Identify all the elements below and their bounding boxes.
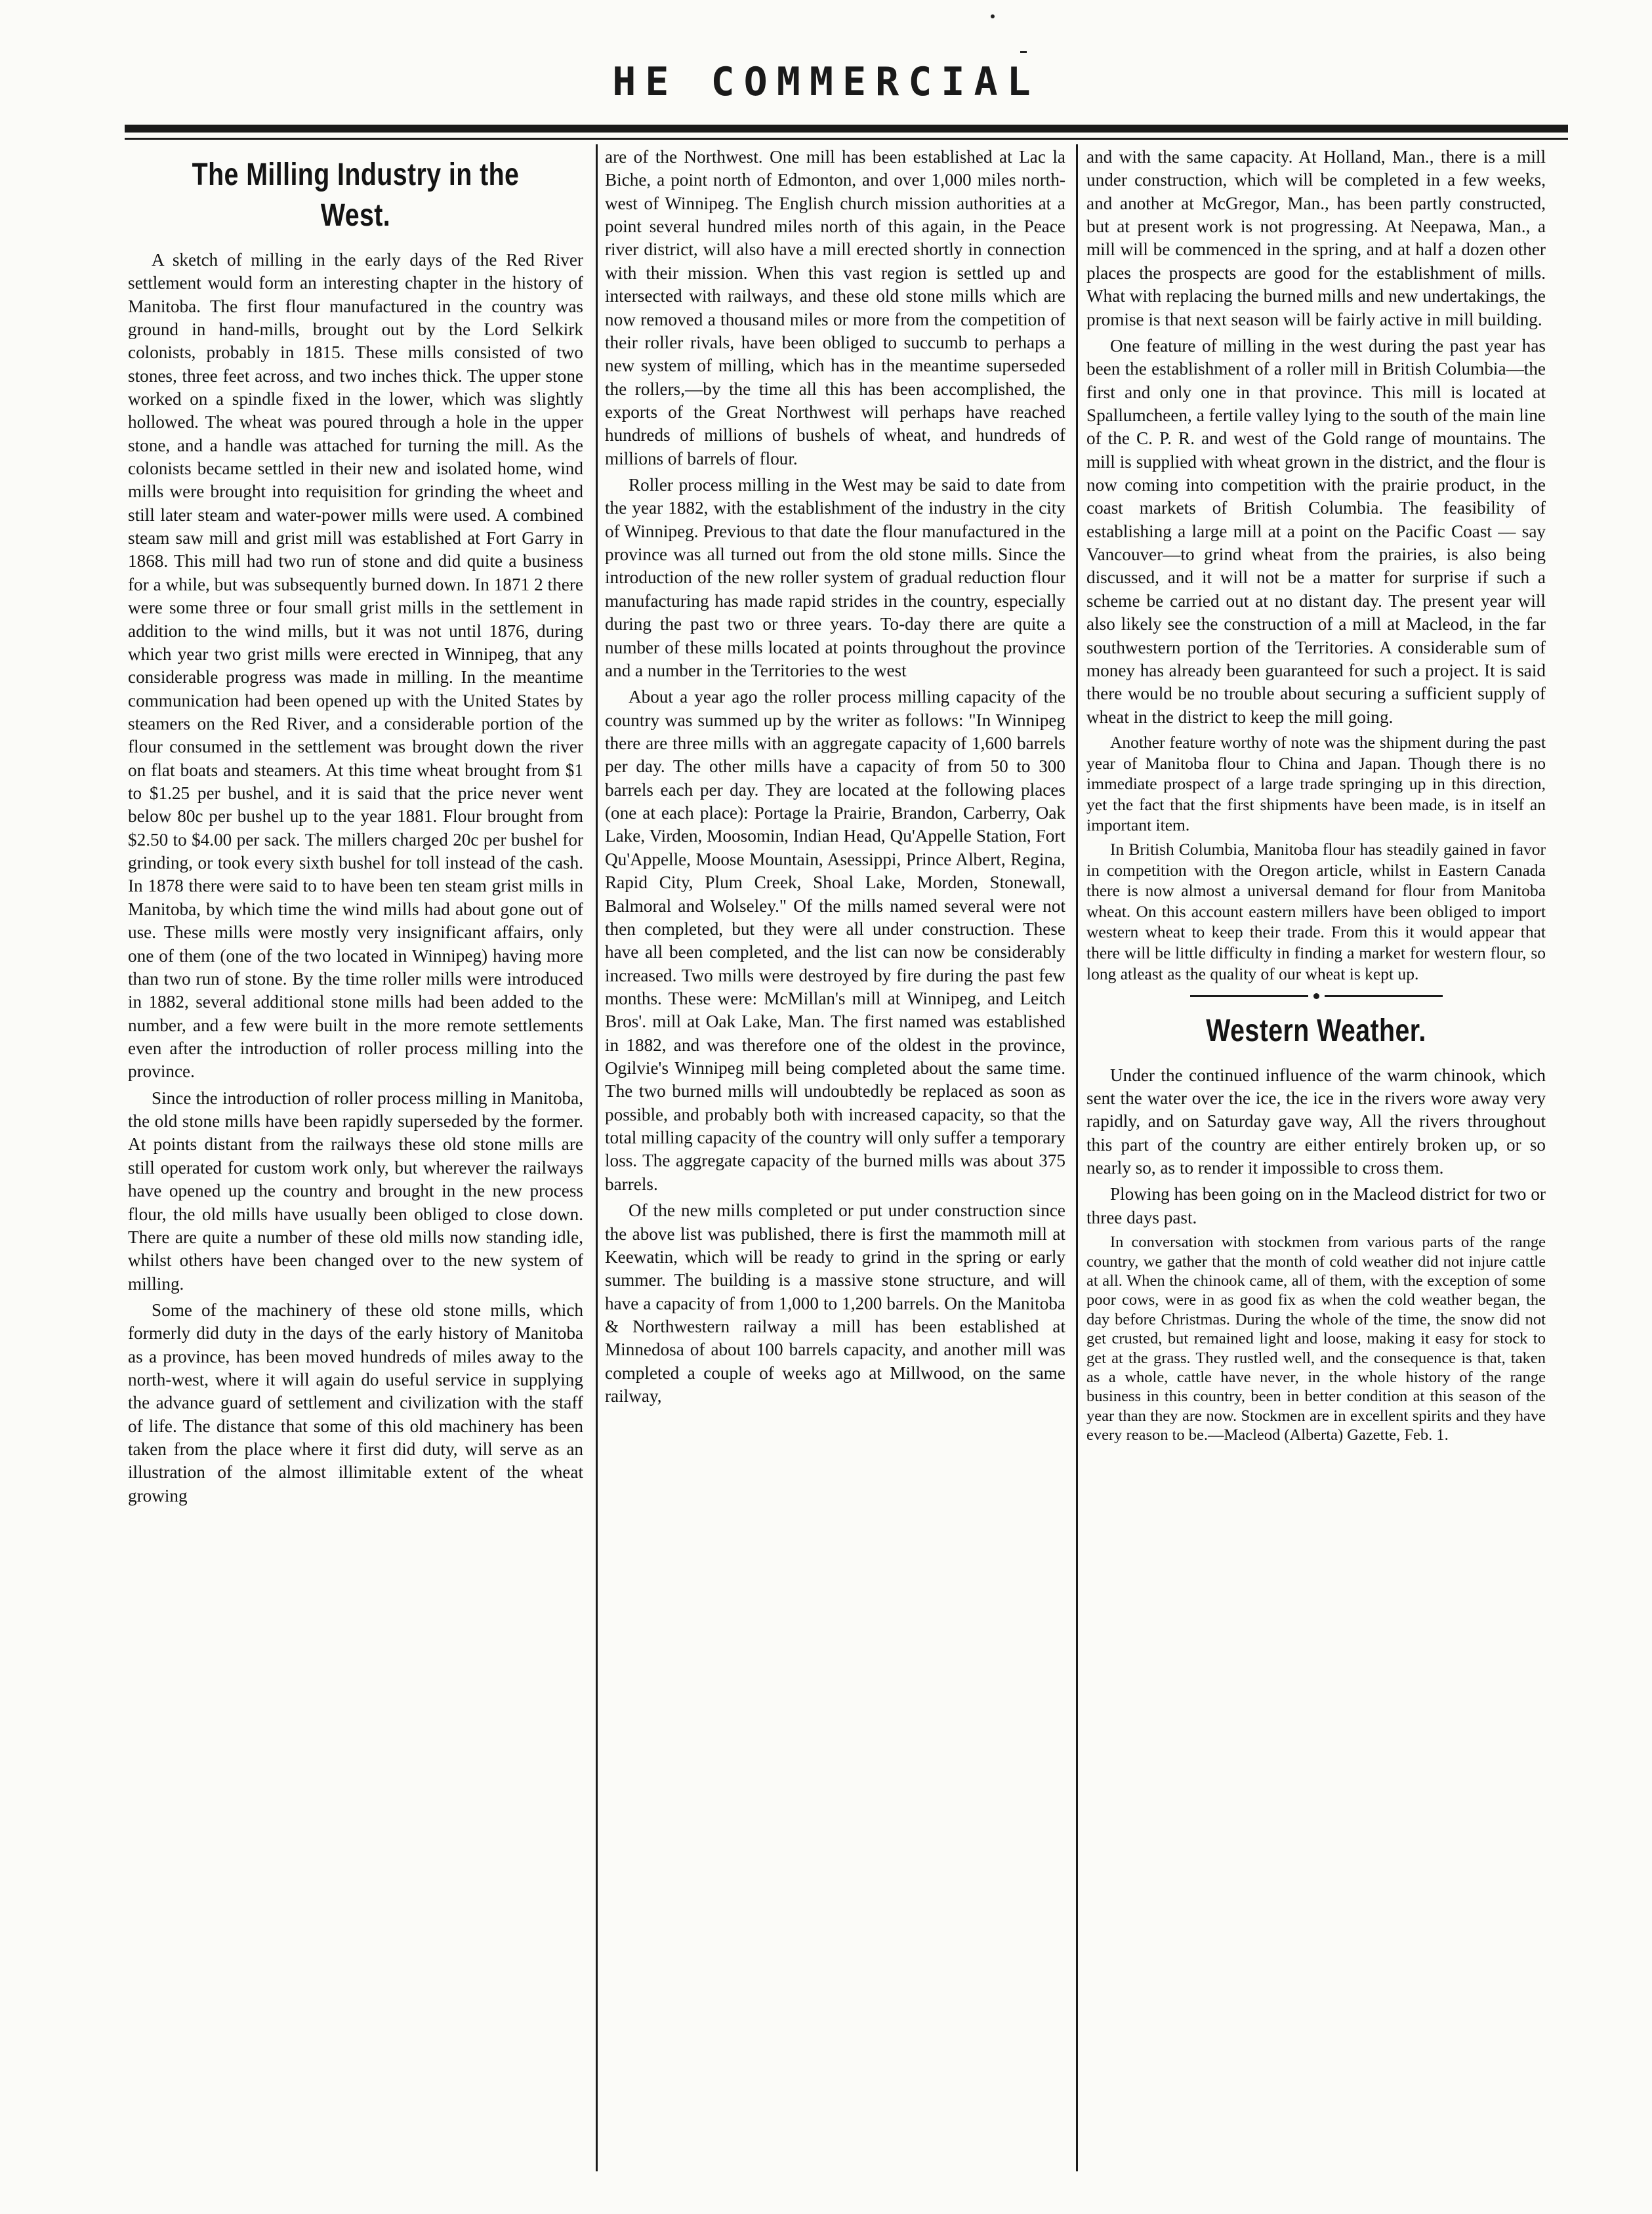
- article-paragraph: One feature of milling in the west during the past year has been the establishment of a roller mill in British Columbia—the first and only one in that province. This mill is located at Spallumcheen, a fertile valley lying to the south of the main line of the C. P. R. and west of the Gold range of mountains. The mill is supplied with wheat grown in the district, and the flour is now coming into competition with the prairie product, in the coast markets of British Columbia. The feasibility of establishing a large mill at a point on the Pacific Coast — say Vancouver—to grind wheat from the prairies, is also being discussed, and it will not be a matter for surprise if such a scheme be carried out at no distant day. The present year will also likely see the construction of a mill at Macleod, in the far southwestern portion of the Territories. A considerable sum of money has already been guaranteed for such a project. It is said there would be no trouble about securing a sufficient supply of wheat in the district to keep the mill going.: [1086, 335, 1546, 727]
- article-headline: The Milling Industry in the West.: [192, 157, 520, 234]
- article-divider: [1086, 993, 1546, 999]
- article-paragraph: Since the introduction of roller process milling in Manitoba, the old stone mills have been rapidly superseded by the former. At points distant from the railways these old stone mills are still operated for custom work only, but wherever the railways have opened up the country and brought in the new process flour, the old mills have usually been obliged to close down. There are quite a number of these old mills now standing idle, whilst others have been changed over to the new system of milling.: [128, 1088, 583, 1294]
- article-paragraph: In conversation with stockmen from various parts of the range country, we gather that the month of cold weather did not injure cattle at all. When the chinook came, all of them, with the exception of some poor cows, were in as good fix as when the cold weather began, the day before Christmas. During the whole of the time, the snow did not get crusted, but remained light and loose, making it easy for stock to get at the grass. They rustled well, and the consequence is that, taken as a whole, cattle have never, in the whole history of the range business in this country, been in better condition at this season of the year than they are now. Stockmen are in excellent spirits and they have every reason to be.—Macleod (Alberta) Gazette, Feb. 1.: [1086, 1233, 1546, 1445]
- column-2: [605, 146, 1065, 2173]
- print-speck: [1020, 51, 1027, 53]
- article-paragraph: Of the new mills completed or put under construction since the above list was published, there is first the mammoth mill at Keewatin, which will be ready to grind in the spring or early summer. The building is a massive stone structure, and will have a capacity of from 1,000 to 1,200 barrels. On the Manitoba & Northwestern railway a mill has been established at Minnedosa of about 100 barrels capacity, and another mill was completed a couple of weeks ago at Millwood, on the same railway,: [605, 1200, 1065, 1406]
- article-paragraph: Roller process milling in the West may be said to date from the year 1882, with the establishment of the industry in the city of Winnipeg. Previous to that date the flour manufactured in the province was all turned out from the old stone mills. Since the introduction of the new roller system of gradual reduction flour manufacturing has made rapid strides in the country, especially during the past two or three years. To-day there are quite a number of these mills located at points throughout the province and a number in the Territories to the west: [605, 475, 1065, 680]
- column-1: [128, 146, 583, 2173]
- article-paragraph: Plowing has been going on in the Macleod district for two or three days past.: [1086, 1184, 1546, 1227]
- article-paragraph: Under the continued influence of the warm chinook, which sent the water over the ice, the ice in the rivers wore away very rapidly, and on Saturday gave way, All the rivers throughout this part of the country are either entirely broken up, or so nearly so, as to render it impossible to cross them.: [1086, 1065, 1546, 1178]
- column-rule: [1076, 144, 1078, 2171]
- column-rule: [596, 144, 598, 2171]
- print-speck: [991, 14, 995, 18]
- article-paragraph: and with the same capacity. At Holland, Man., there is a mill under construction, which will be completed in a few weeks, and another at McGregor, Man., has been partly constructed, but at present work is not progressing. At Neepawa, Man., a mill will be commenced in the spring, and at half a dozen other places the prospects are good for the establishment of mills. What with replacing the burned mills and new undertakings, the promise is that next season will be fairly active in mill building.: [1086, 147, 1546, 329]
- article-paragraph: A sketch of milling in the early days of the Red River settlement would form an interesting chapter in the history of Manitoba. The first flour manufactured in the country was ground in hand-mills, brought out by the Lord Selkirk colonists, probably in 1815. These mills consisted of two stones, three feet across, and two inches thick. The upper stone worked on a spindle fixed in the lower, which was slightly hollowed. The wheat was poured through a hole in the upper stone, and a handle was attached for turning the mill. As the colonists became settled in their new and isolated home, wind mills were brought into requisition for grinding the wheet and still later steam and water-power mills were used. A combined steam saw mill and grist mill was established at Fort Garry in 1868. This mill had two run of stone and did quite a business for a while, but was subsequently burned down. In 1871 2 there were some three or four small grist mills in the settlement in addition to the wind mills, but it was not until 1876, during which year two grist mills were erected in Winnipeg, that any considerable progress was made in milling. In the meantime communication had been opened up with the United States by steamers on the Red River, and a considerable portion of the flour consumed in the settlement was brought down the river on flat boats and steamers. At this time wheat brought from $1 to $1.25 per bushel, and it is said that the price never went below 80c per bushel up to the year 1881. Flour brought from $2.50 to $4.00 per sack. The millers charged 20c per bushel for grinding, or took every sixth bushel for toll instead of the cash. In 1878 there were said to to have been ten steam grist mills in Manitoba, by which time the wind mills had about gone out of use. These mills were mostly very insignificant affairs, only one of them (one of the two located in Winnipeg) having more than two run of stone. By the time roller mills were introduced in 1882, several additional stone mills had been added to the number, and a few were built in the more remote settlements even after the introduction of roller process milling into the province.: [128, 249, 583, 1082]
- masthead-rule-thick: [125, 125, 1568, 133]
- article-paragraph: In British Columbia, Manitoba flour has steadily gained in favor in competition with the Oregon article, whilst in Eastern Canada there is now almost a universal demand for flour from Manitoba wheat. On this account eastern millers have been obliged to import western wheat to keep their trade. From this it would appear that there will be little difficulty in finding a market for western flour, so long atleast as the quality of our wheat is kept up.: [1086, 840, 1546, 983]
- masthead-rule-thin: [125, 138, 1568, 140]
- column-3: [1086, 146, 1546, 2173]
- article-paragraph: are of the Northwest. One mill has been established at Lac la Biche, a point north of Edmonton, and over 1,000 miles north-west of Winnipeg. The English church mission authorities at a point several hundred miles north of this again, in the Peace river district, will also have a mill erected shortly in connection with their mission. When this vast region is settled up and intersected with railways, and these old stone mills which are now removed a thousand miles or more from the competition of their roller rivals, have been obliged to succumb to perhaps a new system of milling, which has in the meantime superseded the rollers,—by the time all this has been accomplished, the exports of the Great Northwest will perhaps have reached hundreds of millions of bushels of wheat, and hundreds of millions of barrels of flour.: [605, 147, 1065, 468]
- masthead: HE COMMERCIAL: [612, 59, 1040, 105]
- article-paragraph: About a year ago the roller process milling capacity of the country was summed up by the writer as follows: "In Winnipeg there are three mills with an aggregate capacity of 1,600 barrels per day. The other mills have a capacity of from 50 to 300 barrels each per day. They are located at the following places (one at each place): Portage la Prairie, Brandon, Carberry, Oak Lake, Virden, Moosomin, Indian Head, Qu'Appelle Station, Fort Qu'Appelle, Moose Mountain, Asessippi, Prince Albert, Regina, Rapid City, Plum Creek, Shoal Lake, Morden, Stonewall, Balmoral and Wolseley." Of the mills named several were not then completed, but they were all under construction. These have all been completed, and the list can now be considerably increased. Two mills were destroyed by fire during the past few months. These were: McMillan's mill at Winnipeg, and Leitch Bros'. mill at Oak Lake, Man. The first named was established in 1882, and was therefore one of the oldest in the province, Ogilvie's Winnipeg mill being completed about the same time. The two burned mills will undoubtedly be replaced as soon as possible, and probably both with increased capacity, so that the total milling capacity of the country will only suffer a temporary loss. The aggregate capacity of the burned mills was about 375 barrels.: [605, 687, 1065, 1194]
- article-paragraph: Some of the machinery of these old stone mills, which formerly did duty in the days of the early history of Manitoba as a province, has been moved hundreds of miles away to the north-west, where it will again do useful service in supplying the advance guard of settlement and civilization with the staff of life. The distance that some of this old machinery has been taken from the place where it first did duty, will serve as an illustration of the almost illimitable extent of the wheat growing: [128, 1300, 583, 1506]
- article-paragraph: Another feature worthy of note was the shipment during the past year of Manitoba flour to China and Japan. Though there is no immediate prospect of a large trade springing up in this direction, yet the fact that the first shipments have been made, is in itself an important item.: [1086, 732, 1546, 835]
- article-headline: Western Weather.: [1206, 1014, 1426, 1049]
